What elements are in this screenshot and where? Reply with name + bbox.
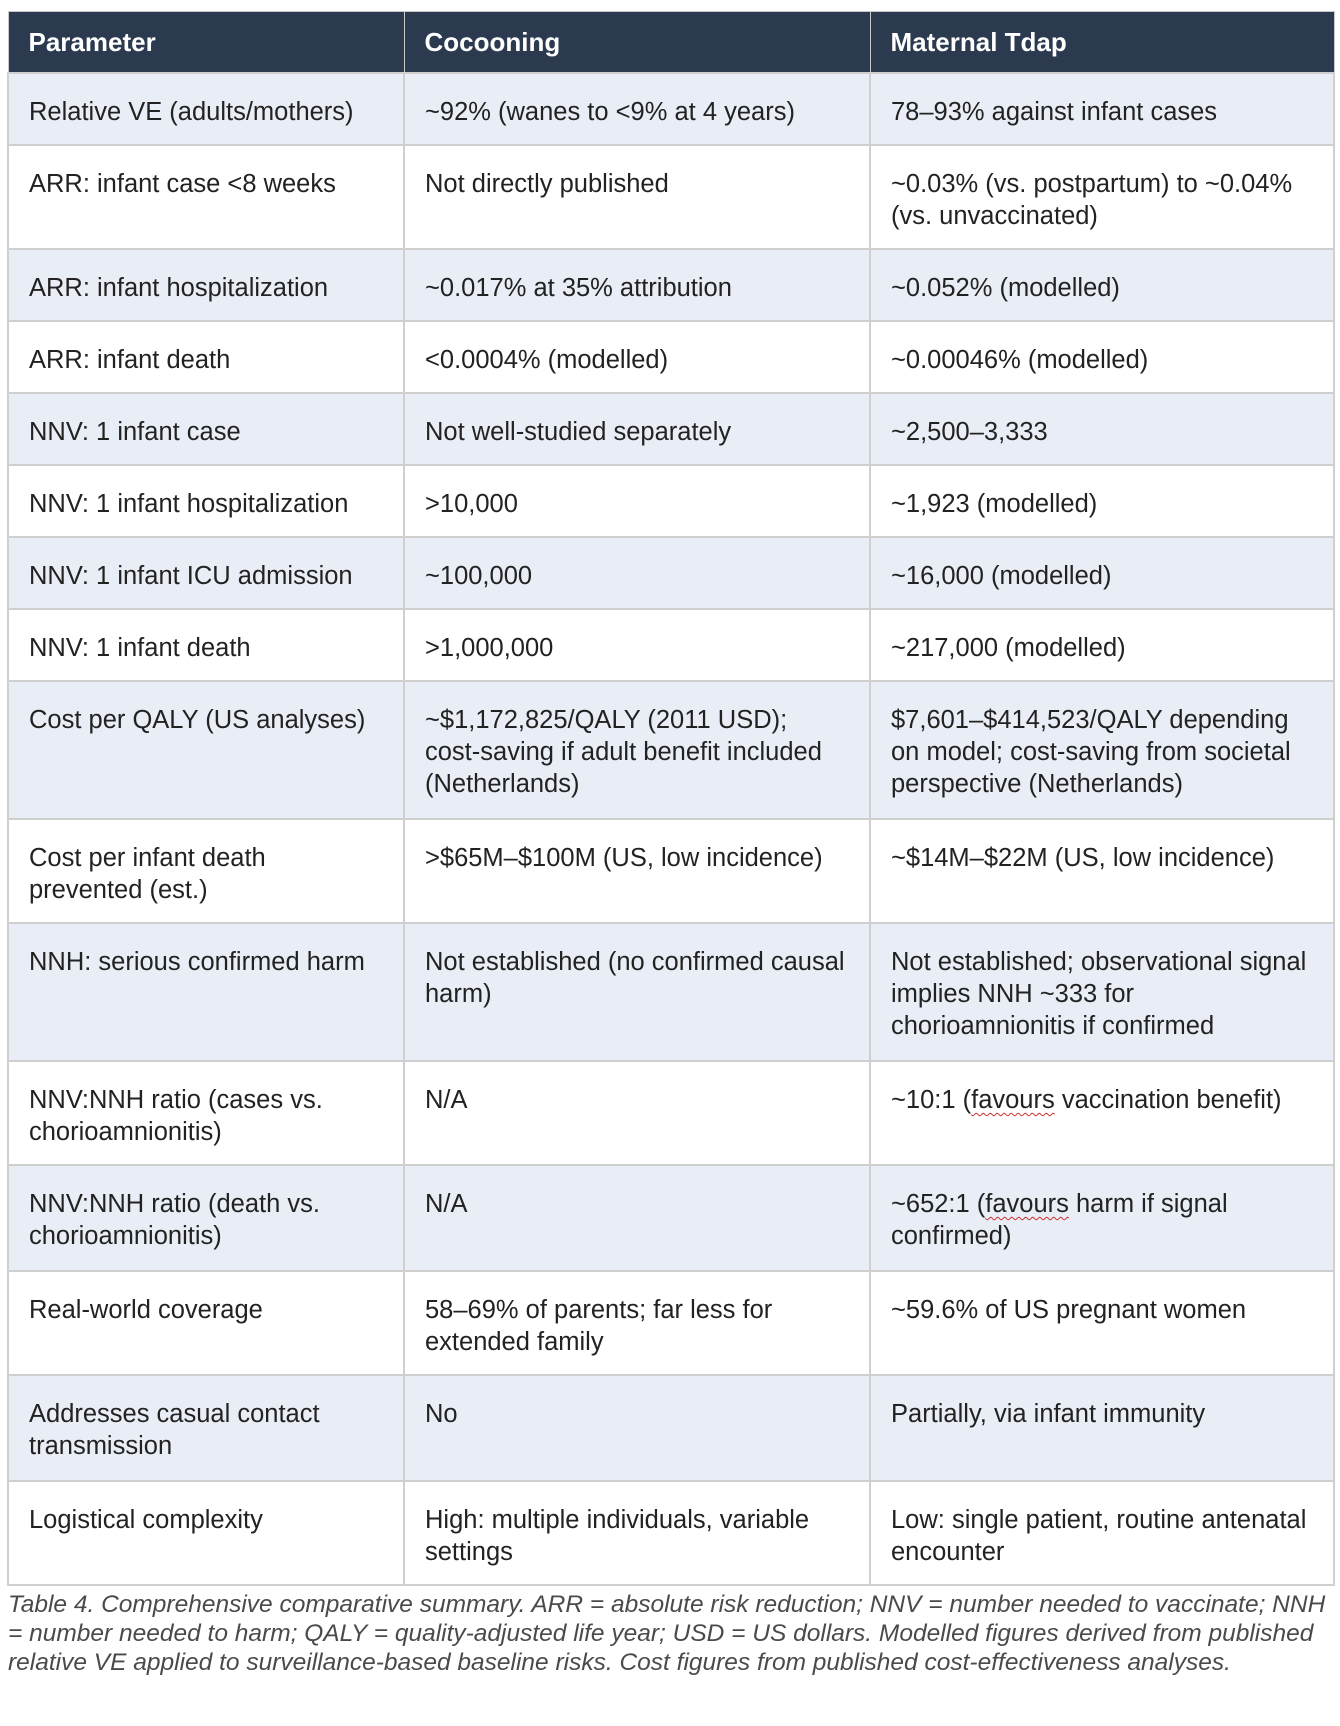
- cell-maternal: ~0.03% (vs. postpartum) to ~0.04% (vs. unvaccinated): [870, 145, 1334, 249]
- cell-maternal: [870, 1165, 1334, 1271]
- cell-maternal: [870, 1061, 1334, 1165]
- cell-cocooning: High: multiple individuals, variable settings: [404, 1481, 870, 1585]
- cell-cocooning: Not established (no confirmed causal harm): [404, 923, 870, 1061]
- cell-cocooning: >$65M–$100M (US, low incidence): [404, 819, 870, 923]
- cell-parameter: NNV: 1 infant case: [8, 393, 404, 465]
- cell-parameter: ARR: infant death: [8, 321, 404, 393]
- cell-cocooning: N/A: [404, 1165, 870, 1271]
- cell-parameter: Logistical complexity: [8, 1481, 404, 1585]
- text-segment: harm if signal confirmed): [891, 1190, 1228, 1250]
- table-row: [8, 923, 1334, 1061]
- cell-parameter: Relative VE (adults/mothers): [8, 73, 404, 145]
- cell-cocooning: ~92% (wanes to <9% at 4 years): [404, 73, 870, 145]
- table-row: [8, 249, 1334, 321]
- comparison-table-container: [7, 11, 1333, 1586]
- cell-maternal: ~$14M–$22M (US, low incidence): [870, 819, 1334, 923]
- cell-cocooning: ~100,000: [404, 537, 870, 609]
- table-caption: Table 4. Comprehensive comparative summary. ARR = absolute risk reduction; NNV = number needed to vaccinate; NNH = number needed to harm; QALY = quality-adjusted life year; USD = US dollars. Modelled figures derived from published relative VE applied to surveillance-based baseline risks. Cost figures from published cost-effectiveness analyses.: [8, 1591, 1326, 1676]
- table-row: [8, 681, 1334, 819]
- cell-cocooning: <0.0004% (modelled): [404, 321, 870, 393]
- cell-maternal: ~217,000 (modelled): [870, 609, 1334, 681]
- cell-maternal: Low: single patient, routine antenatal encounter: [870, 1481, 1334, 1585]
- cell-cocooning: Not directly published: [404, 145, 870, 249]
- cell-parameter: Addresses casual contact transmission: [8, 1375, 404, 1481]
- cell-maternal: ~1,923 (modelled): [870, 465, 1334, 537]
- cell-cocooning: >10,000: [404, 465, 870, 537]
- cell-parameter: NNH: serious confirmed harm: [8, 923, 404, 1061]
- cell-parameter: NNV:NNH ratio (death vs. chorioamnionitis): [8, 1165, 404, 1271]
- cell-cocooning: No: [404, 1375, 870, 1481]
- table-row: [8, 393, 1334, 465]
- cell-maternal: ~16,000 (modelled): [870, 537, 1334, 609]
- comparison-table: [7, 11, 1335, 1586]
- cell-parameter: NNV:NNH ratio (cases vs. chorioamnionitis): [8, 1061, 404, 1165]
- text-segment: vaccination benefit): [1054, 1086, 1282, 1114]
- cell-cocooning: ~$1,172,825/QALY (2011 USD); cost-saving if adult benefit included (Netherlands): [404, 681, 870, 819]
- cell-maternal: ~0.052% (modelled): [870, 249, 1334, 321]
- cell-cocooning: Not well-studied separately: [404, 393, 870, 465]
- cell-maternal: ~2,500–3,333: [870, 393, 1334, 465]
- cell-parameter: ARR: infant case <8 weeks: [8, 145, 404, 249]
- cell-parameter: NNV: 1 infant hospitalization: [8, 465, 404, 537]
- header-parameter: Parameter: [8, 12, 404, 74]
- cell-cocooning: >1,000,000: [404, 609, 870, 681]
- table-row: [8, 1271, 1334, 1375]
- text-segment: ~652:1 (: [891, 1190, 986, 1218]
- cell-parameter: Real-world coverage: [8, 1271, 404, 1375]
- cell-maternal: ~59.6% of US pregnant women: [870, 1271, 1334, 1375]
- table-row: [8, 321, 1334, 393]
- table-header-row: [8, 12, 1334, 74]
- table-row: [8, 819, 1334, 923]
- spellcheck-flagged-word: favours: [971, 1086, 1055, 1114]
- cell-maternal: Not established; observational signal implies NNH ~333 for chorioamnionitis if confirmed: [870, 923, 1334, 1061]
- table-row: [8, 465, 1334, 537]
- header-maternal-tdap: Maternal Tdap: [870, 12, 1334, 74]
- table-row: [8, 1375, 1334, 1481]
- cell-maternal: $7,601–$414,523/QALY depending on model; cost-saving from societal perspective (Netherlands): [870, 681, 1334, 819]
- table-row: [8, 1061, 1334, 1165]
- table-row: [8, 609, 1334, 681]
- table-row: [8, 1481, 1334, 1585]
- cell-parameter: Cost per infant death prevented (est.): [8, 819, 404, 923]
- table-row: [8, 73, 1334, 145]
- cell-maternal: ~0.00046% (modelled): [870, 321, 1334, 393]
- cell-maternal: 78–93% against infant cases: [870, 73, 1334, 145]
- cell-cocooning: 58–69% of parents; far less for extended family: [404, 1271, 870, 1375]
- table-row: [8, 1165, 1334, 1271]
- cell-cocooning: ~0.017% at 35% attribution: [404, 249, 870, 321]
- spellcheck-flagged-word: favours: [985, 1190, 1069, 1218]
- cell-cocooning: N/A: [404, 1061, 870, 1165]
- table-row: [8, 145, 1334, 249]
- header-cocooning: Cocooning: [404, 12, 870, 74]
- text-segment: ~10:1 (: [891, 1086, 972, 1114]
- cell-parameter: ARR: infant hospitalization: [8, 249, 404, 321]
- cell-parameter: NNV: 1 infant ICU admission: [8, 537, 404, 609]
- cell-parameter: NNV: 1 infant death: [8, 609, 404, 681]
- table-row: [8, 537, 1334, 609]
- cell-parameter: Cost per QALY (US analyses): [8, 681, 404, 819]
- cell-maternal: Partially, via infant immunity: [870, 1375, 1334, 1481]
